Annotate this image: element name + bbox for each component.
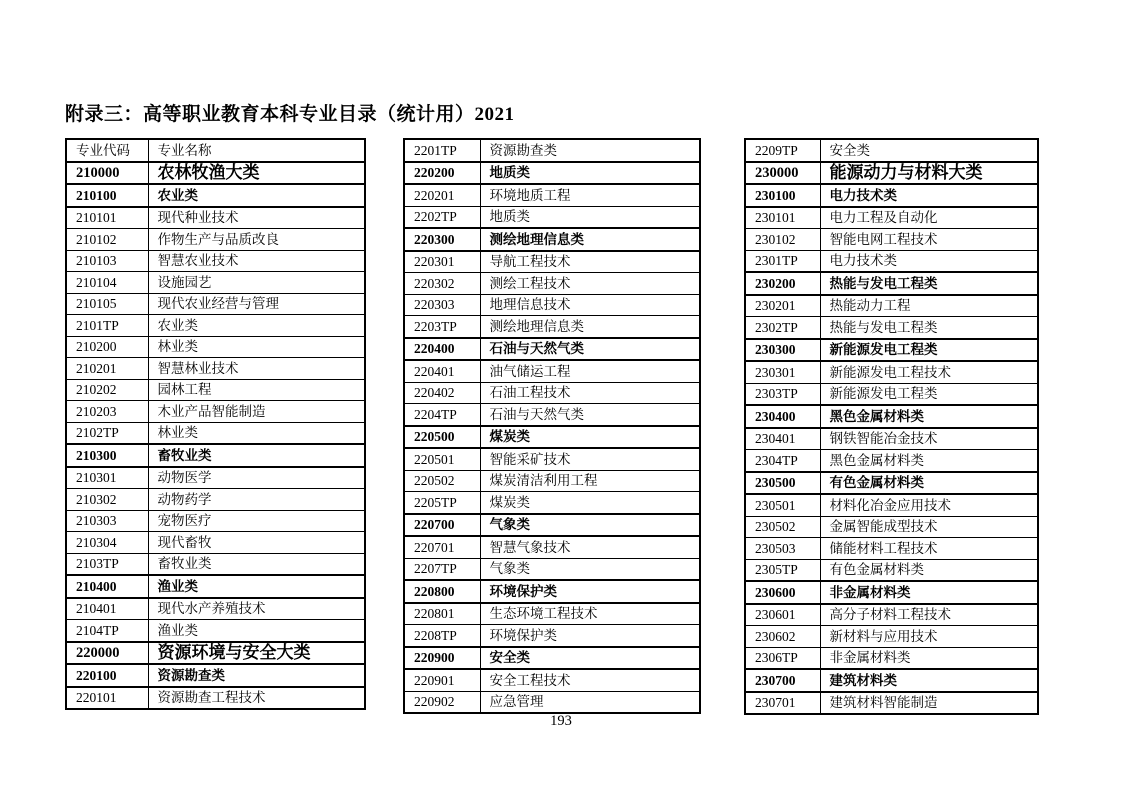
table-header-row — [66, 139, 365, 162]
major-name-cell: 非金属材料类 — [820, 647, 1038, 669]
major-name-cell: 资源勘查工程技术 — [148, 687, 365, 710]
major-name-cell: 油气储运工程 — [480, 360, 700, 382]
major-code-cell: 210202 — [66, 379, 148, 401]
major-code-cell: 220301 — [404, 251, 480, 273]
major-name-cell: 导航工程技术 — [480, 251, 700, 273]
major-name-cell: 渔业类 — [148, 620, 365, 642]
table-row — [404, 470, 700, 492]
major-name-cell: 环境地质工程 — [480, 184, 700, 206]
table-row — [404, 273, 700, 295]
header-code-cell: 专业代码 — [66, 139, 148, 162]
major-code-cell: 2306TP — [745, 647, 820, 669]
table-row — [404, 492, 700, 514]
major-name-cell: 建筑材料智能制造 — [820, 692, 1038, 715]
major-code-cell: 220800 — [404, 580, 480, 603]
table-row — [404, 316, 700, 338]
major-name-cell: 农业类 — [148, 315, 365, 337]
table-row — [745, 383, 1038, 405]
major-name-cell: 石油与天然气类 — [480, 404, 700, 426]
major-code-cell: 220100 — [66, 664, 148, 687]
major-name-cell: 建筑材料类 — [820, 669, 1038, 692]
table-row — [66, 598, 365, 620]
table-row — [745, 272, 1038, 295]
table-row — [745, 538, 1038, 560]
major-code-cell: 220501 — [404, 448, 480, 470]
major-name-cell: 热能与发电工程类 — [820, 317, 1038, 339]
table-row — [404, 162, 700, 185]
major-name-cell: 煤炭类 — [480, 426, 700, 449]
major-catalog-table-middle — [403, 138, 701, 714]
major-code-cell: 2208TP — [404, 625, 480, 647]
table-row — [404, 228, 700, 251]
major-code-cell: 230601 — [745, 604, 820, 626]
major-name-cell: 安全类 — [480, 647, 700, 670]
table-row — [745, 339, 1038, 362]
table-row — [745, 405, 1038, 428]
major-name-cell: 木业产品智能制造 — [148, 401, 365, 423]
major-code-cell: 2209TP — [745, 139, 820, 162]
table-row — [66, 336, 365, 358]
major-code-cell: 230701 — [745, 692, 820, 715]
table-row — [404, 647, 700, 670]
table-row — [745, 516, 1038, 538]
table-row — [404, 669, 700, 691]
major-code-cell: 230401 — [745, 428, 820, 450]
table-row — [66, 162, 365, 185]
major-code-cell: 220901 — [404, 669, 480, 691]
major-code-cell: 230100 — [745, 184, 820, 207]
table-row — [745, 494, 1038, 516]
major-code-cell: 220302 — [404, 273, 480, 295]
major-code-cell: 220900 — [404, 647, 480, 670]
major-name-cell: 畜牧业类 — [148, 444, 365, 467]
major-name-cell: 黑色金属材料类 — [820, 450, 1038, 472]
major-name-cell: 智慧林业技术 — [148, 358, 365, 380]
major-name-cell: 动物药学 — [148, 489, 365, 511]
table-row — [745, 139, 1038, 162]
major-code-cell: 230300 — [745, 339, 820, 362]
major-code-cell: 220300 — [404, 228, 480, 251]
major-name-cell: 农业类 — [148, 184, 365, 207]
table-row — [66, 687, 365, 710]
major-name-cell: 应急管理 — [480, 691, 700, 713]
major-code-cell: 230602 — [745, 626, 820, 648]
major-name-cell: 石油与天然气类 — [480, 338, 700, 361]
major-code-cell: 2305TP — [745, 559, 820, 581]
major-name-cell: 林业类 — [148, 336, 365, 358]
table-row — [404, 691, 700, 713]
table-row — [745, 647, 1038, 669]
major-code-cell: 220502 — [404, 470, 480, 492]
major-code-cell: 220701 — [404, 536, 480, 558]
major-code-cell: 2202TP — [404, 206, 480, 228]
table-row — [404, 251, 700, 273]
major-name-cell: 林业类 — [148, 422, 365, 444]
major-name-cell: 环境保护类 — [480, 625, 700, 647]
major-name-cell: 高分子材料工程技术 — [820, 604, 1038, 626]
major-name-cell: 现代种业技术 — [148, 207, 365, 229]
table-row — [404, 294, 700, 316]
major-code-cell: 230500 — [745, 472, 820, 495]
major-name-cell: 电力技术类 — [820, 184, 1038, 207]
table-row — [66, 207, 365, 229]
table-row — [66, 315, 365, 337]
table-row — [66, 620, 365, 642]
major-name-cell: 气象类 — [480, 514, 700, 537]
major-name-cell: 现代畜牧 — [148, 532, 365, 554]
table-row — [66, 250, 365, 272]
major-code-cell: 210302 — [66, 489, 148, 511]
major-code-cell: 210303 — [66, 510, 148, 532]
major-code-cell: 210101 — [66, 207, 148, 229]
major-code-cell: 230700 — [745, 669, 820, 692]
major-name-cell: 地质类 — [480, 162, 700, 185]
major-name-cell: 地理信息技术 — [480, 294, 700, 316]
major-code-cell: 230102 — [745, 229, 820, 251]
table-row — [404, 184, 700, 206]
major-name-cell: 热能动力工程 — [820, 295, 1038, 317]
table-row — [404, 603, 700, 625]
major-catalog-table-right — [744, 138, 1039, 715]
major-code-cell: 2304TP — [745, 450, 820, 472]
major-code-cell: 220201 — [404, 184, 480, 206]
major-name-cell: 材料化冶金应用技术 — [820, 494, 1038, 516]
table-row — [66, 553, 365, 575]
table-row — [404, 514, 700, 537]
major-name-cell: 智能电网工程技术 — [820, 229, 1038, 251]
table-row — [745, 626, 1038, 648]
major-code-cell: 230000 — [745, 162, 820, 185]
table-row — [66, 575, 365, 598]
table-row — [66, 184, 365, 207]
major-code-cell: 210104 — [66, 272, 148, 294]
major-code-cell: 2303TP — [745, 383, 820, 405]
major-name-cell: 测绘地理信息类 — [480, 228, 700, 251]
major-name-cell: 新能源发电工程技术 — [820, 361, 1038, 383]
major-name-cell: 有色金属材料类 — [820, 559, 1038, 581]
table-row — [404, 139, 700, 162]
major-code-cell: 220400 — [404, 338, 480, 361]
major-name-cell: 能源动力与材料大类 — [820, 162, 1038, 185]
major-name-cell: 非金属材料类 — [820, 581, 1038, 604]
major-name-cell: 安全工程技术 — [480, 669, 700, 691]
major-code-cell: 220402 — [404, 382, 480, 404]
major-code-cell: 220200 — [404, 162, 480, 185]
major-name-cell: 金属智能成型技术 — [820, 516, 1038, 538]
major-name-cell: 储能材料工程技术 — [820, 538, 1038, 560]
table-row — [745, 692, 1038, 715]
major-name-cell: 作物生产与品质改良 — [148, 229, 365, 251]
major-name-cell: 环境保护类 — [480, 580, 700, 603]
table-row — [404, 404, 700, 426]
table-row — [745, 581, 1038, 604]
major-name-cell: 地质类 — [480, 206, 700, 228]
major-code-cell: 230501 — [745, 494, 820, 516]
table-row — [66, 664, 365, 687]
major-code-cell: 230301 — [745, 361, 820, 383]
major-code-cell: 230502 — [745, 516, 820, 538]
table-row — [404, 536, 700, 558]
major-code-cell: 220801 — [404, 603, 480, 625]
major-code-cell: 2102TP — [66, 422, 148, 444]
table-row — [404, 558, 700, 580]
table-row — [66, 444, 365, 467]
major-code-cell: 210100 — [66, 184, 148, 207]
major-name-cell: 园林工程 — [148, 379, 365, 401]
major-name-cell: 热能与发电工程类 — [820, 272, 1038, 295]
table-row — [66, 293, 365, 315]
major-name-cell: 电力技术类 — [820, 250, 1038, 272]
major-code-cell: 2204TP — [404, 404, 480, 426]
major-name-cell: 气象类 — [480, 558, 700, 580]
major-name-cell: 资源勘查类 — [480, 139, 700, 162]
table-row — [745, 669, 1038, 692]
major-code-cell: 210304 — [66, 532, 148, 554]
table-row — [404, 580, 700, 603]
major-name-cell: 测绘地理信息类 — [480, 316, 700, 338]
major-name-cell: 智慧农业技术 — [148, 250, 365, 272]
table-row — [66, 467, 365, 489]
major-code-cell: 230101 — [745, 207, 820, 229]
major-code-cell: 220303 — [404, 294, 480, 316]
table-row — [404, 382, 700, 404]
major-name-cell: 有色金属材料类 — [820, 472, 1038, 495]
table-row — [66, 422, 365, 444]
major-name-cell: 测绘工程技术 — [480, 273, 700, 295]
major-code-cell: 230503 — [745, 538, 820, 560]
table-row — [66, 401, 365, 423]
table-row — [745, 207, 1038, 229]
table-row — [404, 625, 700, 647]
table-row — [745, 472, 1038, 495]
major-name-cell: 资源勘查类 — [148, 664, 365, 687]
table-row — [745, 162, 1038, 185]
table-row — [404, 448, 700, 470]
major-name-cell: 设施园艺 — [148, 272, 365, 294]
major-catalog-table-left — [65, 138, 366, 710]
major-code-cell: 210203 — [66, 401, 148, 423]
major-code-cell: 210105 — [66, 293, 148, 315]
major-code-cell: 210301 — [66, 467, 148, 489]
major-name-cell: 安全类 — [820, 139, 1038, 162]
table-row — [66, 379, 365, 401]
table-row — [745, 450, 1038, 472]
table-row — [66, 229, 365, 251]
major-code-cell: 220500 — [404, 426, 480, 449]
major-code-cell: 220401 — [404, 360, 480, 382]
table-row — [745, 604, 1038, 626]
table-row — [404, 206, 700, 228]
table-row — [404, 360, 700, 382]
major-code-cell: 210102 — [66, 229, 148, 251]
table-row — [745, 428, 1038, 450]
major-name-cell: 智能采矿技术 — [480, 448, 700, 470]
major-code-cell: 230400 — [745, 405, 820, 428]
header-name-cell: 专业名称 — [148, 139, 365, 162]
major-code-cell: 210201 — [66, 358, 148, 380]
table-row — [745, 229, 1038, 251]
major-code-cell: 210000 — [66, 162, 148, 185]
table-row — [745, 559, 1038, 581]
major-code-cell: 220101 — [66, 687, 148, 710]
table-row — [66, 510, 365, 532]
table-row — [66, 532, 365, 554]
table-row — [66, 358, 365, 380]
major-name-cell: 石油工程技术 — [480, 382, 700, 404]
major-code-cell: 2302TP — [745, 317, 820, 339]
major-name-cell: 煤炭类 — [480, 492, 700, 514]
major-code-cell: 220700 — [404, 514, 480, 537]
table-row — [66, 272, 365, 294]
table-row — [745, 317, 1038, 339]
major-name-cell: 钢铁智能冶金技术 — [820, 428, 1038, 450]
page-title: 附录三：高等职业教育本科专业目录（统计用）2021 — [65, 104, 515, 125]
page-number: 193 — [550, 713, 572, 729]
major-code-cell: 220000 — [66, 642, 148, 665]
major-code-cell: 2205TP — [404, 492, 480, 514]
major-name-cell: 生态环境工程技术 — [480, 603, 700, 625]
major-code-cell: 2301TP — [745, 250, 820, 272]
major-name-cell: 现代农业经营与管理 — [148, 293, 365, 315]
major-name-cell: 农林牧渔大类 — [148, 162, 365, 185]
major-code-cell: 2103TP — [66, 553, 148, 575]
major-code-cell: 210400 — [66, 575, 148, 598]
major-name-cell: 新能源发电工程类 — [820, 339, 1038, 362]
major-code-cell: 2201TP — [404, 139, 480, 162]
table-row — [745, 250, 1038, 272]
major-name-cell: 渔业类 — [148, 575, 365, 598]
table-row — [745, 295, 1038, 317]
major-name-cell: 动物医学 — [148, 467, 365, 489]
major-name-cell: 现代水产养殖技术 — [148, 598, 365, 620]
major-code-cell: 230200 — [745, 272, 820, 295]
major-code-cell: 210103 — [66, 250, 148, 272]
major-name-cell: 智慧气象技术 — [480, 536, 700, 558]
major-code-cell: 220902 — [404, 691, 480, 713]
major-name-cell: 新材料与应用技术 — [820, 626, 1038, 648]
major-name-cell: 资源环境与安全大类 — [148, 642, 365, 665]
table-row — [66, 642, 365, 665]
major-code-cell: 2207TP — [404, 558, 480, 580]
major-code-cell: 230600 — [745, 581, 820, 604]
major-name-cell: 黑色金属材料类 — [820, 405, 1038, 428]
major-name-cell: 煤炭清洁利用工程 — [480, 470, 700, 492]
major-code-cell: 210401 — [66, 598, 148, 620]
major-name-cell: 新能源发电工程类 — [820, 383, 1038, 405]
table-row — [404, 426, 700, 449]
major-code-cell: 2203TP — [404, 316, 480, 338]
major-name-cell: 宠物医疗 — [148, 510, 365, 532]
table-row — [404, 338, 700, 361]
major-code-cell: 230201 — [745, 295, 820, 317]
major-code-cell: 2101TP — [66, 315, 148, 337]
table-row — [745, 361, 1038, 383]
major-code-cell: 210200 — [66, 336, 148, 358]
table-row — [66, 489, 365, 511]
major-code-cell: 2104TP — [66, 620, 148, 642]
major-code-cell: 210300 — [66, 444, 148, 467]
major-name-cell: 畜牧业类 — [148, 553, 365, 575]
table-row — [745, 184, 1038, 207]
major-name-cell: 电力工程及自动化 — [820, 207, 1038, 229]
